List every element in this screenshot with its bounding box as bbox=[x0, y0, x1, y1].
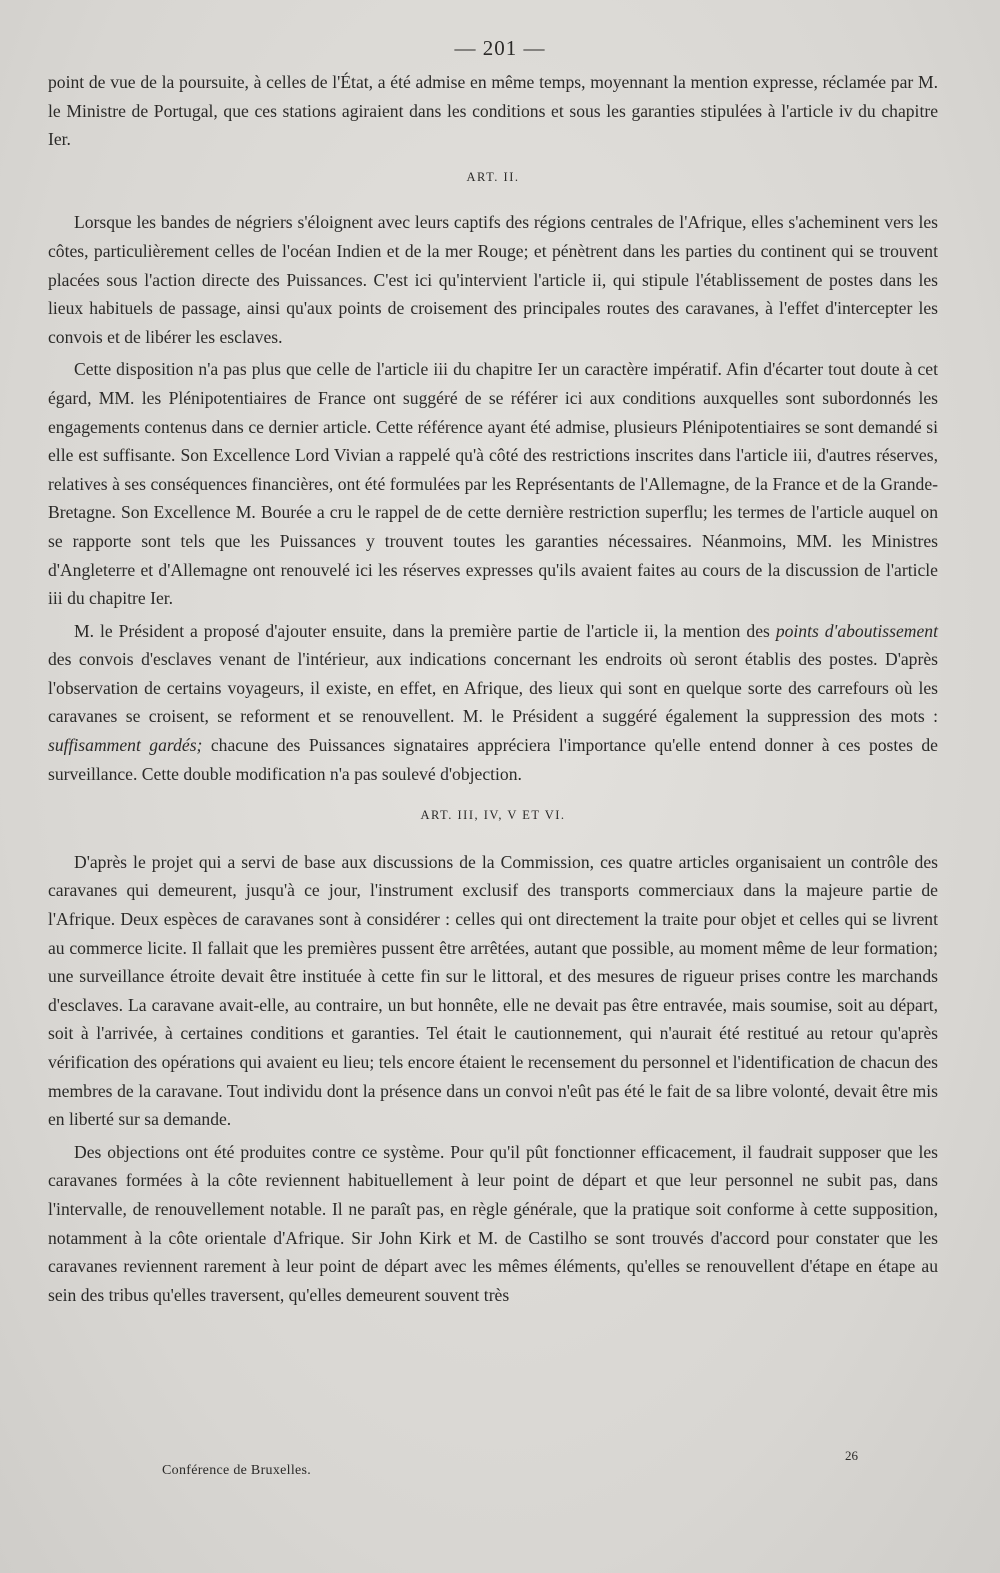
italic-phrase: points d'aboutissement bbox=[775, 620, 938, 641]
paragraph-text: des convois d'esclaves venant de l'intérieur, aux indications concernant les endroits où seront établis des postes. D'après l'observation de certains voyageurs, il existe, en effet, en Afrique, des lieux qui sont en quelque sorte des carrefours où les caravanes se croisent, se reforment et se renouvellent. M. le Président a suggéré également la suppression des mots : bbox=[48, 649, 938, 727]
paragraph: Cette disposition n'a pas plus que celle de l'article iii du chapitre Ier un caractère impératif. Afin d'écarter tout doute à cet égard, MM. les Plénipotentiaires de France ont suggéré de se référer ici aux conditions auxquelles sont subordonnés les engagements contenus dans ce dernier article. Cette référence ayant été admise, plusieurs Plénipotentiaires se sont demandé si elle est suffisante. Son Excellence Lord Vivian a rappelé qu'à côté des restrictions inscrites dans l'article iii, d'autres réserves, relatives à ses conséquences financières, ont été formulées par les Représentants de l'Allemagne, de la France et de la Grande-Bretagne. Son Excellence M. Bourée a cru le rappel de de cette dernière restriction superflu; les termes de l'article auquel on se rapporte sont tels que les Puissances y trouvent toutes les garanties nécessaires. Néanmoins, MM. les Ministres d'Angleterre et d'Allemagne ont renouvelé ici les réserves expresses qu'ils avaient faites au cours de la discussion de l'article iii du chapitre Ier. bbox=[48, 359, 938, 609]
paragraph-text: chacune des Puissances signataires appréciera l'importance qu'elle entend donner à ces postes de surveillance. Cette double modification n'a pas soulevé d'objection. bbox=[48, 735, 938, 784]
italic-phrase: suffisamment gardés; bbox=[48, 735, 203, 756]
signature-mark: 26 bbox=[845, 1448, 858, 1463]
paragraph bbox=[48, 617, 938, 789]
paragraph: Lorsque les bandes de négriers s'éloignent avec leurs captifs des régions centrales de l'Afrique, elles s'acheminent vers les côtes, particulièrement celles de l'océan Indien et de la mer Rouge; et pénètrent dans les parties du continent qui se trouvent placées sous l'action directe des Puissances. C'est ici qu'intervient l'article ii, qui stipule l'établissement de postes dans les lieux habituels de passage, ainsi qu'aux points de croisement des principales routes des caravanes, à l'effet d'intercepter les convois et de libérer les esclaves. bbox=[48, 212, 938, 347]
section-heading-art-3-6: ART. III, IV, V ET VI. bbox=[420, 808, 566, 823]
paragraph-continuation: point de vue de la poursuite, à celles de l'État, a été admise en même temps, moyennant la mention expresse, réclamée par M. le Ministre de Portugal, que ces stations agiraient dans les conditions et sous les garanties stipulées à l'article iv du chapitre Ier. bbox=[48, 72, 938, 150]
paragraph: D'après le projet qui a servi de base aux discussions de la Commission, ces quatre articles organisaient un contrôle des caravanes qui demeurent, jusqu'à ce jour, l'instrument exclusif des transports commerciaux dans la majeure partie de l'Afrique. Deux espèces de caravanes sont à considérer : celles qui ont directement la traite pour objet et celles qui se livrent au commerce licite. Il fallait que les premières pussent être arrêtées, autant que possible, au moment même de leur formation; une surveillance étroite devait être instituée à cette fin sur le littoral, et des mesures de rigueur prises contre les marchands d'esclaves. La caravane avait-elle, au contraire, un but honnête, elle ne devait pas être entravée, mais soumise, soit au départ, soit à l'arrivée, à certaines conditions et garanties. Tel était le cautionnement, qui n'aurait été restitué au retour qu'après vérification des opérations qui avaient eu lieu; tels encore étaient le recensement du personnel et l'identification de chacun des membres de la caravane. Tout individu dont la présence dans un convoi n'eût pas été le fait de sa libre volonté, devait être mis en liberté sur sa demande. bbox=[48, 851, 938, 1130]
footer-signature: Conférence de Bruxelles. bbox=[162, 1463, 312, 1478]
body-text bbox=[48, 68, 938, 1309]
section-heading-art-2: ART. II. bbox=[466, 169, 520, 184]
page-number: — 201 — bbox=[454, 36, 546, 60]
paragraph: Des objections ont été produites contre ce système. Pour qu'il pût fonctionner efficacement, il faudrait supposer que les caravanes formées à la côte reviennent habituellement à leur point de départ et que leur personnel ne subit pas, dans l'intervalle, de renouvellement notable. Il ne paraît pas, en règle générale, que la pratique soit conforme à cette supposition, notamment à la côte orientale d'Afrique. Sir John Kirk et M. de Castilho se sont trouvés d'accord pour constater que les caravanes reviennent rarement à leur point de départ avec les mêmes éléments, qu'elles se renouvellent d'étape en étape au sein des tribus qu'elles traversent, qu'elles demeurent souvent très bbox=[48, 1141, 938, 1305]
paragraph-text: M. le Président a proposé d'ajouter ensuite, dans la première partie de l'article ii, la mention des bbox=[74, 620, 770, 641]
